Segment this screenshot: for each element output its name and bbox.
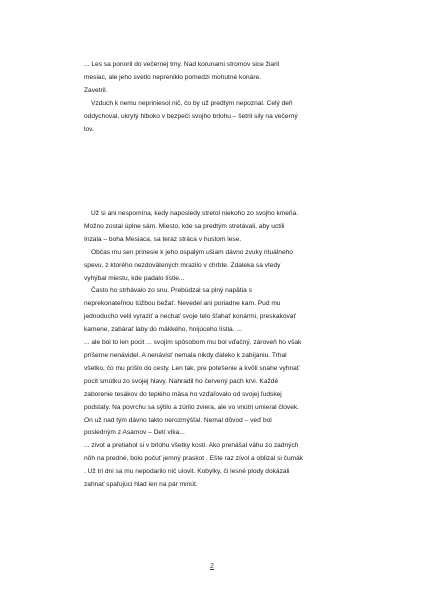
text-line: oddychoval, ukrytý hlboko v bezpečí svojho brlohu – šetril sily na večerný — [84, 112, 298, 120]
text-line: Možno zostal úplne sám. Miesto, kde sa predtým stretávali, aby uctili — [84, 222, 285, 230]
text-line: Inzala – boha Mesiaca, sa teraz stráca v hustom lese. — [84, 235, 242, 243]
text-line: ... ale bol to len pocit ... svojím spôsobom mu bol vďačný, zároveň ho však — [84, 339, 302, 347]
text-line: Vzduch k nemu nepriniesol nič, čo by už predtým nepoznal. Celý deň — [91, 99, 293, 107]
text-line: pocit smútku zo svojej hlavy. Nahradil ho červený pach krvi. Každé — [84, 377, 279, 385]
text-line: jednoducho velil vyraziť a nechať svoje telo šľahať konármi, preskakovať — [84, 313, 296, 321]
text-line: Už si ani nespomína, kedy naposledy stretol niekoho zo svojho kmeňa. — [91, 210, 299, 217]
text-line: príšerne nenávidel. A nenávisť nemala nikdy ďaleko k zabíjaniu. Trhal — [84, 351, 287, 359]
text-line: vyhýbal miestu, kde padalo lístie... — [84, 274, 185, 282]
text-line: zaborenie tesákov do teplého mäsa ho vzďaľovalo od svojej ľudskej — [84, 390, 282, 398]
text-line: Zavetril. — [84, 86, 108, 94]
text-line: zahnať spaľujúci hlad len na pár minút. — [84, 481, 198, 489]
page-number: 2 — [210, 563, 214, 570]
text-line: posledným z Asamov – Detí vlka... — [84, 429, 185, 437]
text-line: . Už tri dni sa mu nepodarilo nič ulovit. Kobylky, či lesné plody dokázali — [84, 468, 290, 476]
text-line: všetko, čo mu prišlo do cesty. Len tak, pre potešenie a kvôli snahe vyhnať — [84, 364, 300, 372]
paragraph-block-2 — [84, 208, 374, 492]
text-line: ... Les sa ponoril do večernej tmy. Nad korunami stromov sice žiaril — [84, 61, 280, 68]
text-line: On už nad tým dávno takto nerozmýšľal. Nemal dôvod – veď bol — [84, 416, 272, 424]
text-line: spevu, z ktorého nezdovätených mrazilo v chrbte. Zdaleka sa vtedy — [84, 261, 281, 269]
paragraph-block-1 — [84, 59, 374, 136]
text-line: ... zivot a pretiahol si v brlohu všetky kosti. Ako prenášal váhu zo zadných — [84, 442, 299, 450]
text-line: neprekonateľnou túžbou bežať. Nevedel ani poriadne kam. Pud mu — [84, 300, 281, 308]
text-line: lov. — [84, 125, 94, 133]
text-line: kamene, zabárať laby do mäkkého, hnijúceho lístia. ... — [84, 326, 242, 334]
text-line: mesiac, ale jeho svetlo neprenikło pomedzi mohutné konáre. — [84, 73, 262, 81]
text-line: nôh na predné, bolo počuť jemný praskot . Ešte raz zívol a oblizal si čumák — [84, 455, 304, 463]
text-line: Občas mu sen prinesie k jeho ospalým ušiam dávno zvuky rituálneho — [91, 248, 293, 256]
text-line: podstaty. Na povrchu sa sýtilo a zúrilo zviera, ale vo vnútri umieral človek. — [84, 403, 299, 411]
text-line: Často ho strhávalo zo snu. Prebúdzal sa plný napätia s — [91, 287, 252, 295]
